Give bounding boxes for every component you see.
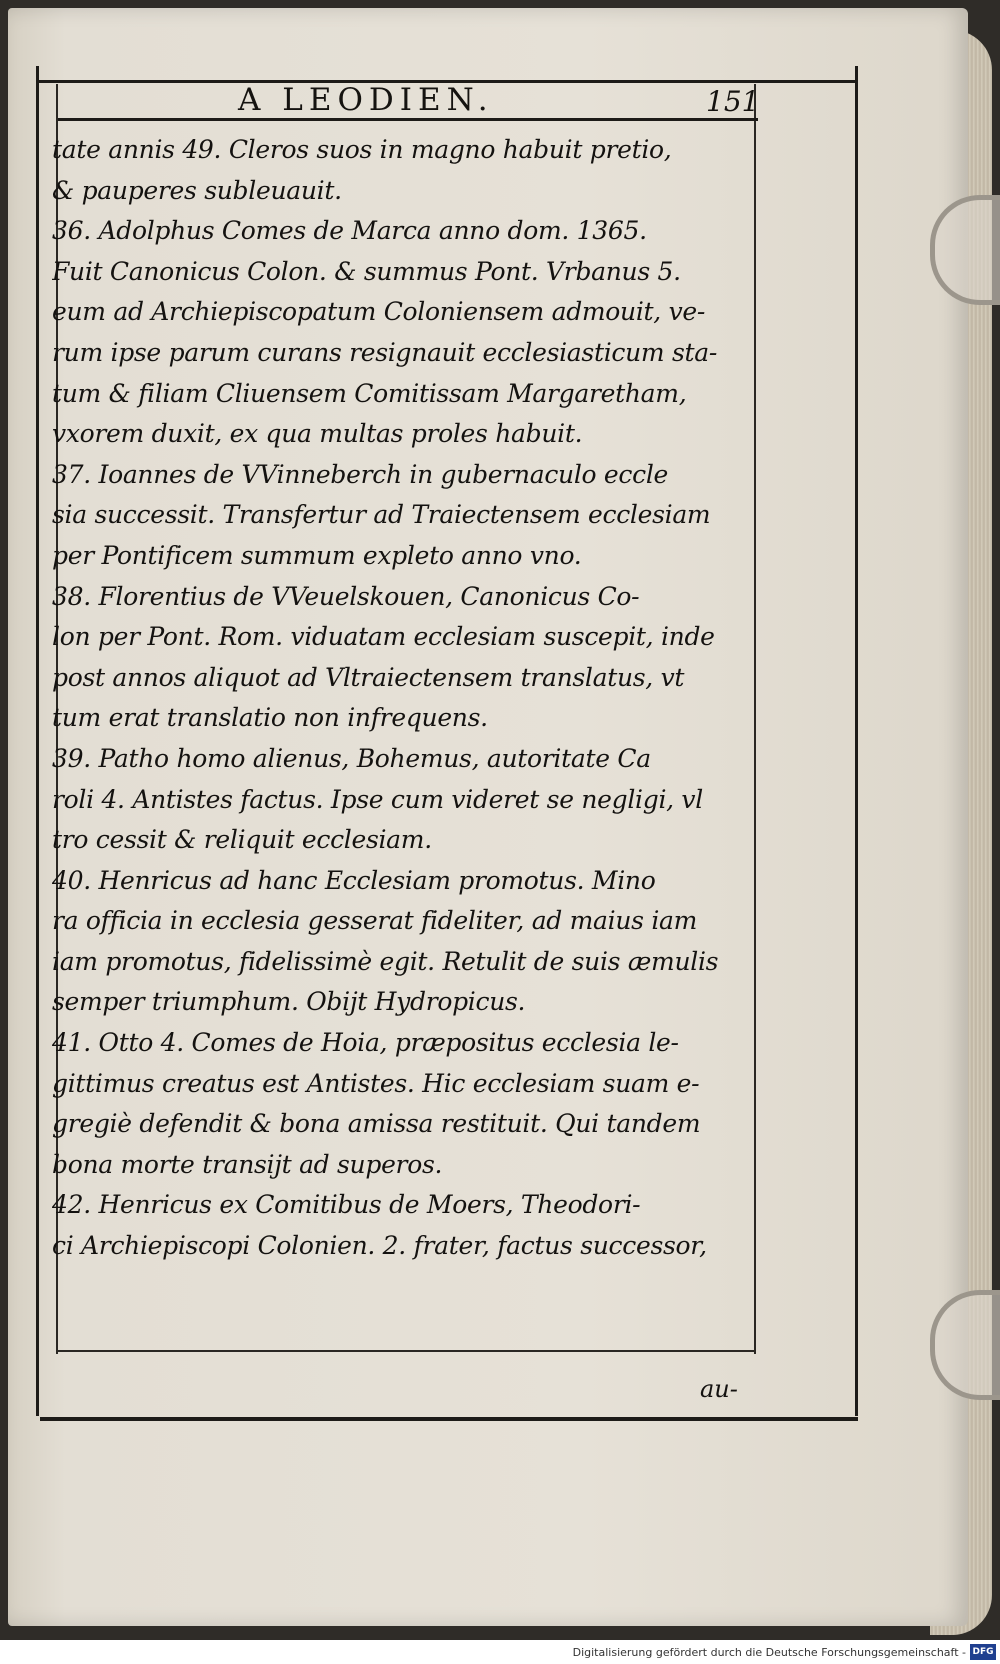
text-line: tro cessit & reliquit ecclesiam. <box>52 825 432 855</box>
running-head: A LEODIEN. <box>238 82 494 118</box>
text-line: sia successit. Transfertur ad Traiectensem ecclesiam <box>52 500 711 530</box>
catchword: au- <box>700 1375 738 1403</box>
text-line: tate annis 49. Cleros suos in magno habuit pretio, <box>52 135 672 164</box>
text-line: tum & filiam Cliuensem Comitissam Margaretham, <box>52 378 687 408</box>
text-line: ra officia in ecclesia gesserat fideliter, ad maius iam <box>52 906 698 936</box>
text-line: rum ipse parum curans resignauit ecclesiasticum sta- <box>52 337 717 367</box>
text-line: gittimus creatus est Antistes. Hic ecclesiam suam e- <box>52 1068 700 1098</box>
text-line: iam promotus, fidelissimè egit. Retulit de suis æmulis <box>52 946 719 976</box>
text-line: eum ad Archiepiscopatum Coloniensem admouit, ve- <box>52 297 706 327</box>
text-line: bona morte transijt ad superos. <box>52 1149 443 1179</box>
text-line: 39. Patho homo alienus, Bohemus, autoritate Ca <box>52 743 651 773</box>
text-line: 40. Henricus ad hanc Ecclesiam promotus. Mino <box>52 865 656 895</box>
text-line: 37. Ioannes de VVinneberch in gubernaculo eccle <box>52 459 669 489</box>
text-line: 41. Otto 4. Comes de Hoia, præpositus ecclesia le- <box>52 1028 679 1058</box>
bottom-rule <box>40 1417 858 1421</box>
text-line: 36. Adolphus Comes de Marca anno dom. 1365. <box>52 216 647 246</box>
text-line: Fuit Canonicus Colon. & summus Pont. Vrbanus 5. <box>52 256 681 286</box>
text-line: lon per Pont. Rom. viduatam ecclesiam suscepit, inde <box>52 622 715 652</box>
text-line: per Pontificem summum expleto anno vno. <box>52 540 582 570</box>
dfg-logo: DFG <box>970 1644 996 1660</box>
digitization-credit: Digitalisierung gefördert durch die Deutsche Forschungsgemeinschaft - <box>572 1646 966 1659</box>
inner-bottom-rule <box>56 1350 756 1352</box>
text-line: vxorem duxit, ex qua multas proles habuit. <box>52 419 583 449</box>
text-line: post annos aliquot ad Vltraiectensem translatus, vt <box>52 662 685 692</box>
page-number: 151 <box>706 85 760 118</box>
text-line: ci Archiepiscopi Colonien. 2. frater, factus successor, <box>52 1231 707 1261</box>
text-line: 42. Henricus ex Comitibus de Moers, Theodori- <box>52 1190 641 1220</box>
text-line: tum erat translatio non infrequens. <box>52 703 488 733</box>
text-line: & pauperes subleuauit. <box>52 175 342 205</box>
body-text <box>52 130 762 1267</box>
text-line: 38. Florentius de VVeuelskouen, Canonicus Co- <box>52 581 640 611</box>
text-line: roli 4. Antistes factus. Ipse cum videret se negligi, vl <box>52 784 703 814</box>
text-line: semper triumphum. Obijt Hydropicus. <box>52 987 526 1017</box>
text-line: gregiè defendit & bona amissa restituit. Qui tandem <box>52 1109 701 1139</box>
